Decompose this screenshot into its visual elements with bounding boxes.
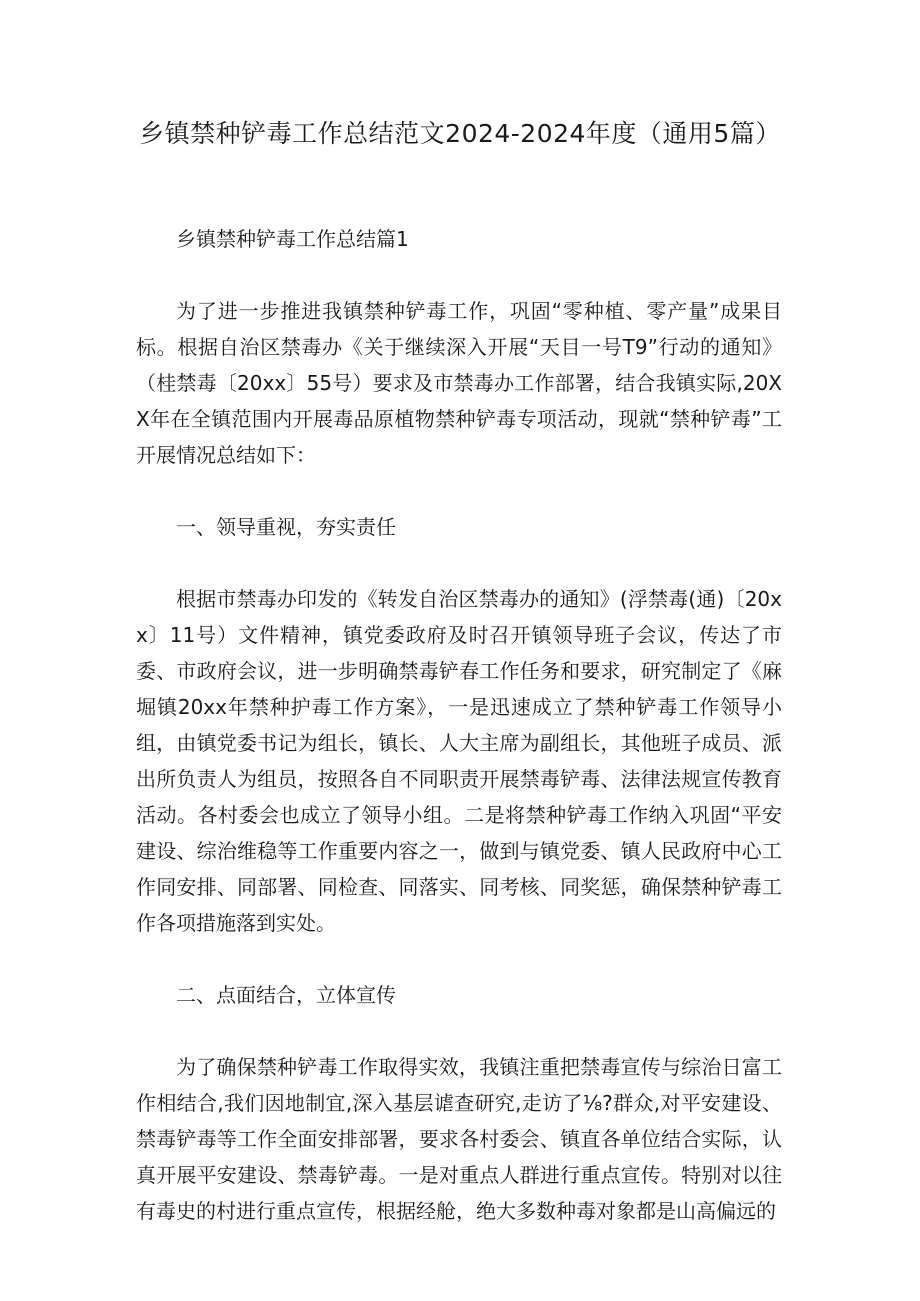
intro-paragraph: 为了进一步推进我镇禁种铲毒工作，巩固“零种植、零产量”成果目标。根据自治区禁毒办《关于继续深入开展“天目一号T9”行动的通知》（桂禁毒〔20xx〕55号）要求及市禁毒办工作部署，结合我镇实际,20XX年在全镇范围内开展毒品原植物禁种铲毒专项活动，现就“禁种铲毒”工开展情况总结如下： <box>136 299 782 467</box>
document-title: 乡镇禁种铲毒工作总结范文2024-2024年度（通用5篇） <box>139 119 781 148</box>
heading-publicity: 二、点面结合，立体宣传 <box>176 983 396 1007</box>
document-body <box>136 221 782 1265</box>
heading-leadership: 一、领导重视，夯实责任 <box>176 515 396 539</box>
paragraph-publicity: 为了确保禁种铲毒工作取得实效，我镇注重把禁毒宣传与综治日富工作相结合,我们因地制宜,深入基层谑查研究,走访了⅛?群众,对平安建设、禁毒铲毒等工作全面安排部署，要求各村委会、镇直各单位结合实际，认真开展平安建设、禁毒铲毒。一是对重点人群进行重点宣传。特别对以往有毒史的村进行重点宣传，根据经舱，绝大多数种毒对象都是山高偏远的 <box>136 1055 782 1223</box>
section-title: 乡镇禁种铲毒工作总结篇1 <box>176 227 409 251</box>
paragraph-leadership: 根据市禁毒办印发的《转发自治区禁毒办的通知》(浮禁毒(通)〔20xx〕11号）文件精神，镇党委政府及时召开镇领导班子会议，传达了市委、市政府会议，进一步明确禁毒铲春工作任务和要求，研究制定了《麻堀镇20xx年禁种护毒工作方案》，一是迅速成立了禁种铲毒工作领导小组，由镇党委书记为组长，镇长、人大主席为副组长，其他班子成员、派出所负责人为组员，按照各自不同职责开展禁毒铲毒、法律法规宣传教育活动。各村委会也成立了领导小组。二是将禁种铲毒工作纳入巩固“平安建设、综治维稳等工作重要内容之一，做到与镇党委、镇人民政府中心工作同安排、同部署、同检查、同落实、同考核、同奖惩，确保禁种铲毒工作各项措施落到实处。 <box>136 587 782 935</box>
